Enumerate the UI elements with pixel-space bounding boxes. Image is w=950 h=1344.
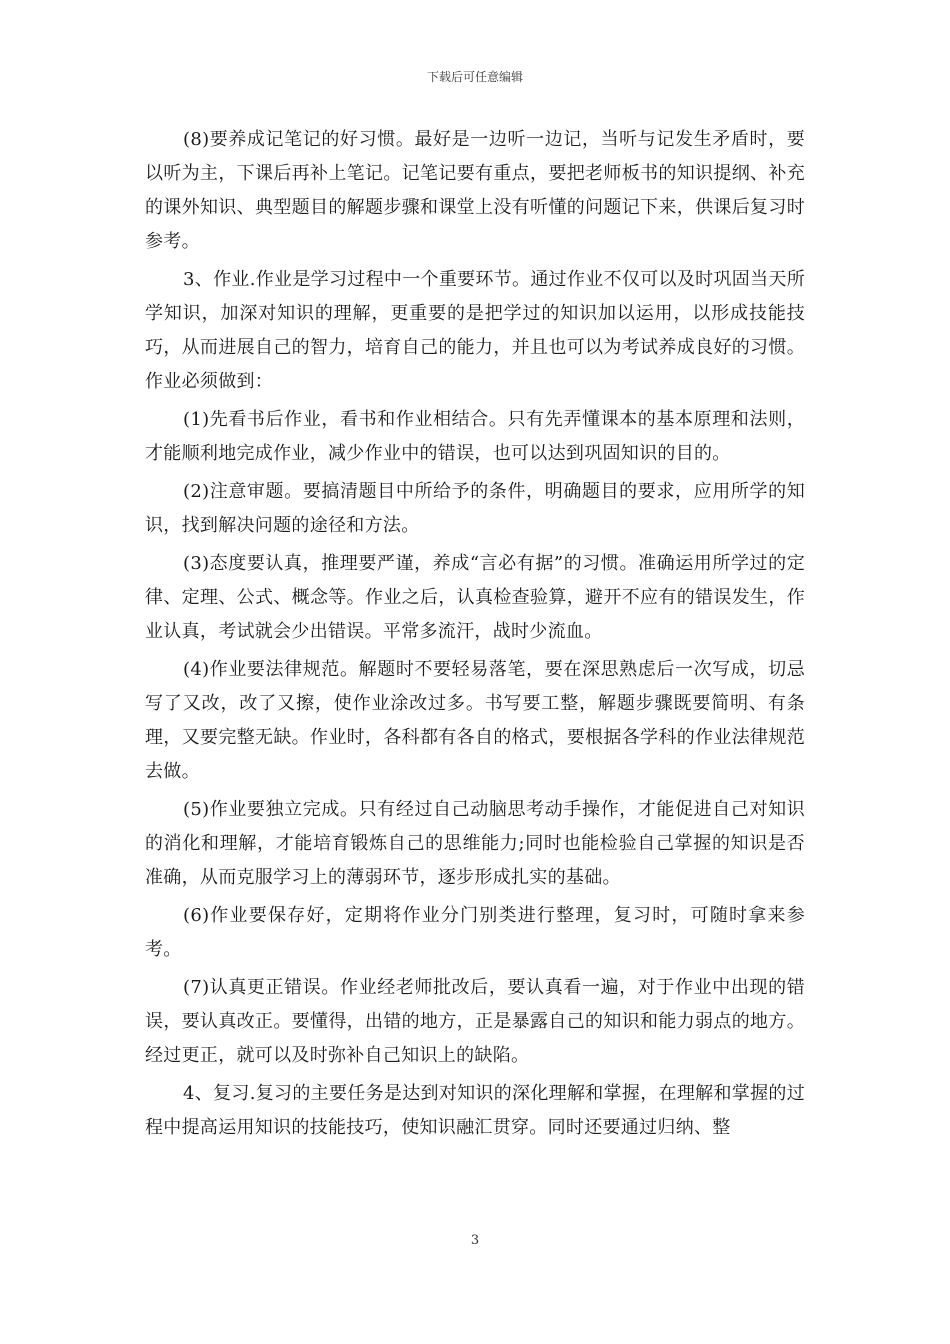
document-body <box>145 123 805 1149</box>
paragraph-homework-7: (7)认真更正错误。作业经老师批改后，要认真看一遍，对于作业中出现的错误，要认真改正。要懂得，出错的地方，正是暴露自己的知识和能力弱点的地方。经过更正，就可以及时弥补自己知识上的缺陷。 <box>145 977 805 1066</box>
paragraph-homework-3: (3)态度要认真，推理要严谨，养成“言必有据”的习惯。准确运用所学过的定律、定理、公式、概念等。作业之后，认真检查验算，避开不应有的错误发生，作业认真，考试就会少出错误。平常多流汗，战时少流血。 <box>145 553 805 642</box>
paragraph-review-intro: 4、复习.复习的主要任务是达到对知识的深化理解和掌握，在理解和掌握的过程中提高运用知识的技能技巧，使知识融汇贯穿。同时还要通过归纳、整 <box>145 1083 805 1138</box>
paragraph-homework-2: (2)注意审题。要搞清题目中所给予的条件，明确题目的要求，应用所学的知识，找到解决问题的途径和方法。 <box>145 481 805 536</box>
page-header: 下载后可任意编辑 <box>426 70 523 84</box>
paragraph-homework-intro: 3、作业.作业是学习过程中一个重要环节。通过作业不仅可以及时巩固当天所学知识，加深对知识的理解，更重要的是把学过的知识加以运用，以形成技能技巧，从而进展自己的智力，培育自己的能力，并且也可以为考试养成良好的习惯。作业必须做到： <box>145 269 805 392</box>
page-number: 3 <box>470 1233 480 1248</box>
paragraph-note-taking: (8)要养成记笔记的好习惯。最好是一边听一边记，当听与记发生矛盾时，要以听为主，下课后再补上笔记。记笔记要有重点，要把老师板书的知识提纲、补充的课外知识、典型题目的解题步骤和课堂上没有听懂的问题记下来，供课后复习时参考。 <box>145 129 805 252</box>
paragraph-homework-1: (1)先看书后作业，看书和作业相结合。只有先弄懂课本的基本原理和法则，才能顺利地完成作业，减少作业中的错误，也可以达到巩固知识的目的。 <box>145 409 805 464</box>
paragraph-homework-6: (6)作业要保存好，定期将作业分门别类进行整理，复习时，可随时拿来参考。 <box>145 905 805 960</box>
paragraph-homework-5: (5)作业要独立完成。只有经过自己动脑思考动手操作，才能促进自己对知识的消化和理解，才能培育锻炼自己的思维能力;同时也能检验自己掌握的知识是否准确，从而克服学习上的薄弱环节，逐步形成扎实的基础。 <box>145 799 805 888</box>
paragraph-homework-4: (4)作业要法律规范。解题时不要轻易落笔，要在深思熟虑后一次写成，切忌写了又改，改了又擦，使作业涂改过多。书写要工整，解题步骤既要简明、有条理，又要完整无缺。作业时，各科都有各自的格式，要根据各学科的作业法律规范去做。 <box>145 659 805 782</box>
